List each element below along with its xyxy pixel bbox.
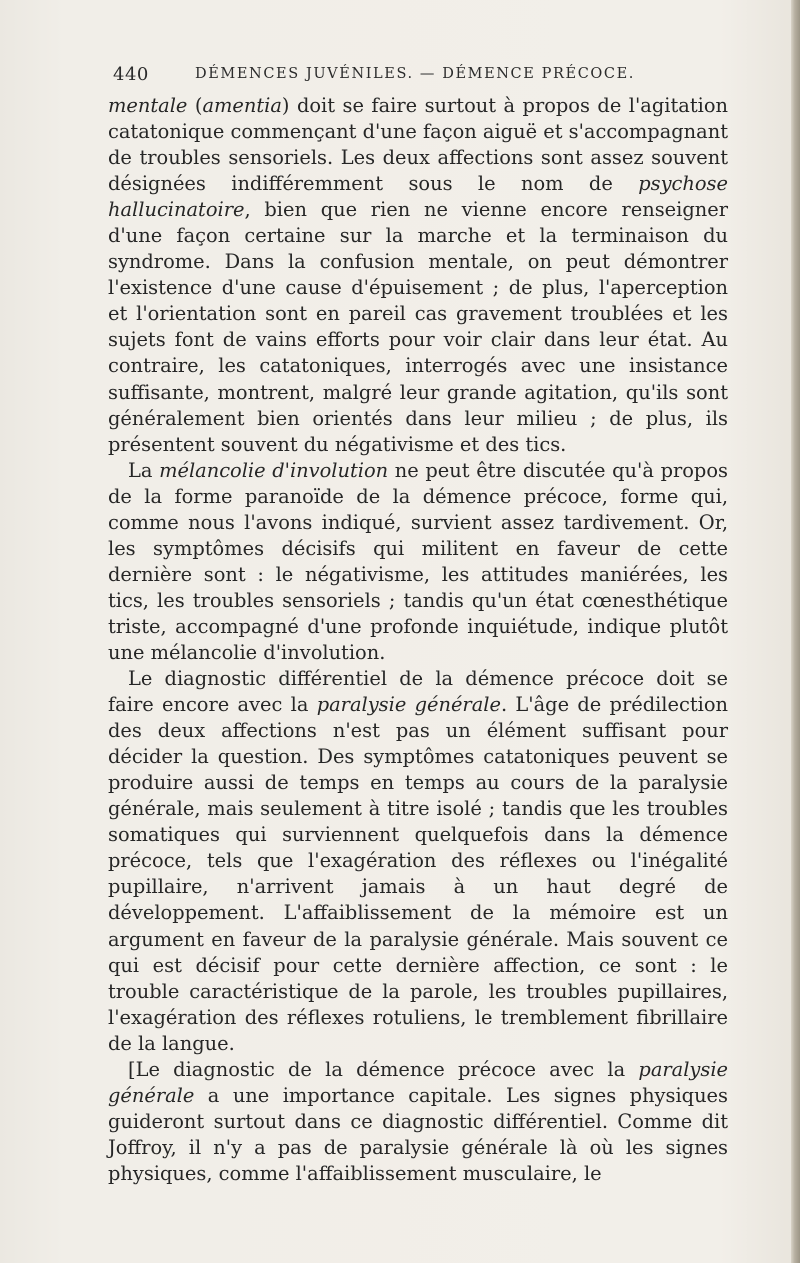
text-run: paralysie générale (316, 693, 501, 717)
text-run: paralysie générale (108, 1057, 728, 1107)
text-run: ne peut être discutée qu'à propos de la forme paranoïde de la démence précoce, forme qui, comme nous l'avons indiqué, survient assez tardivement. Or, les symptômes décisifs qui militent en faveur de cette dernière sont : le négativisme, les attitudes maniérées, les tics, les troubles sensoriels ; tandis qu'un état cœnesthétique triste, accompagné d'une profonde inquiétude, indique plutôt une mélancolie d'involution. (108, 458, 728, 664)
text-run: a une importance capitale. Les signes physiques guideront surtout dans ce diagnostic différentiel. Comme dit Joffroy, il n'y a pas de paralysie générale là où les signes physiques, comme l'affaiblissement musculaire, le (108, 1083, 728, 1185)
paragraph (108, 93, 728, 458)
text-run: La (128, 458, 160, 482)
running-head (113, 64, 733, 88)
text-run: ( (187, 94, 203, 117)
paragraph (108, 1057, 728, 1187)
text-run: , bien que rien ne vienne encore renseigner d'une façon certaine sur la marche et la terminaison du syndrome. Dans la confusion mentale, on peut démontrer l'existence d'une cause d'épuisement ; de plus, l'aperception et l'orientation sont en pareil cas gravement troublées et les sujets font de vains efforts pour voir clair dans leur état. Au contraire, les catatoniques, interrogés avec une insistance suffisante, montrent, malgré leur grande agitation, qu'ils sont généralement bien orientés dans leur milieu ; de plus, ils présentent souvent du négativisme et des tics. (108, 198, 728, 456)
text-run: Le diagnostic différentiel de la démence précoce doit se faire encore avec la (108, 667, 728, 717)
text-run: ) doit se faire surtout à propos de l'agitation catatonique commençant d'une façon aiguë et s'accompagnant de troubles sensoriels. Les deux affections sont assez souvent désignées indifféremment sous le nom de (108, 94, 728, 196)
body-text (108, 93, 728, 1187)
text-run: [Le diagnostic de la démence précoce avec la (128, 1057, 639, 1081)
running-title: DÉMENCES JUVÉNILES. — DÉMENCE PRÉCOCE. (195, 66, 635, 82)
text-run: mélancolie d'involution (159, 458, 389, 482)
text-run: psychose hallucinatoire (108, 172, 728, 222)
paragraph (108, 458, 728, 666)
paragraph (108, 666, 728, 1057)
text-run: amentia (202, 94, 282, 117)
page-edge-shadow (791, 0, 800, 1263)
page-number: 440 (113, 64, 149, 85)
text-run: mentale (108, 94, 188, 117)
text-run: . L'âge de prédilection des deux affections n'est pas un élément suffisant pour décider la question. Des symptômes catatoniques peuvent se produire aussi de temps en temps au cours de la paralysie générale, mais seulement à titre isolé ; tandis que les troubles somatiques qui surviennent quelquefois dans la démence précoce, tels que l'exagération des réflexes ou l'inégalité pupillaire, n'arrivent jamais à un haut degré de développement. L'affaiblissement de la mémoire est un argument en faveur de la paralysie générale. Mais souvent ce qui est décisif pour cette dernière affection, ce sont : le trouble caractéristique de la parole, les troubles pupillaires, l'exagération des réflexes rotuliens, le tremblement fibrillaire de la langue. (108, 693, 728, 1055)
